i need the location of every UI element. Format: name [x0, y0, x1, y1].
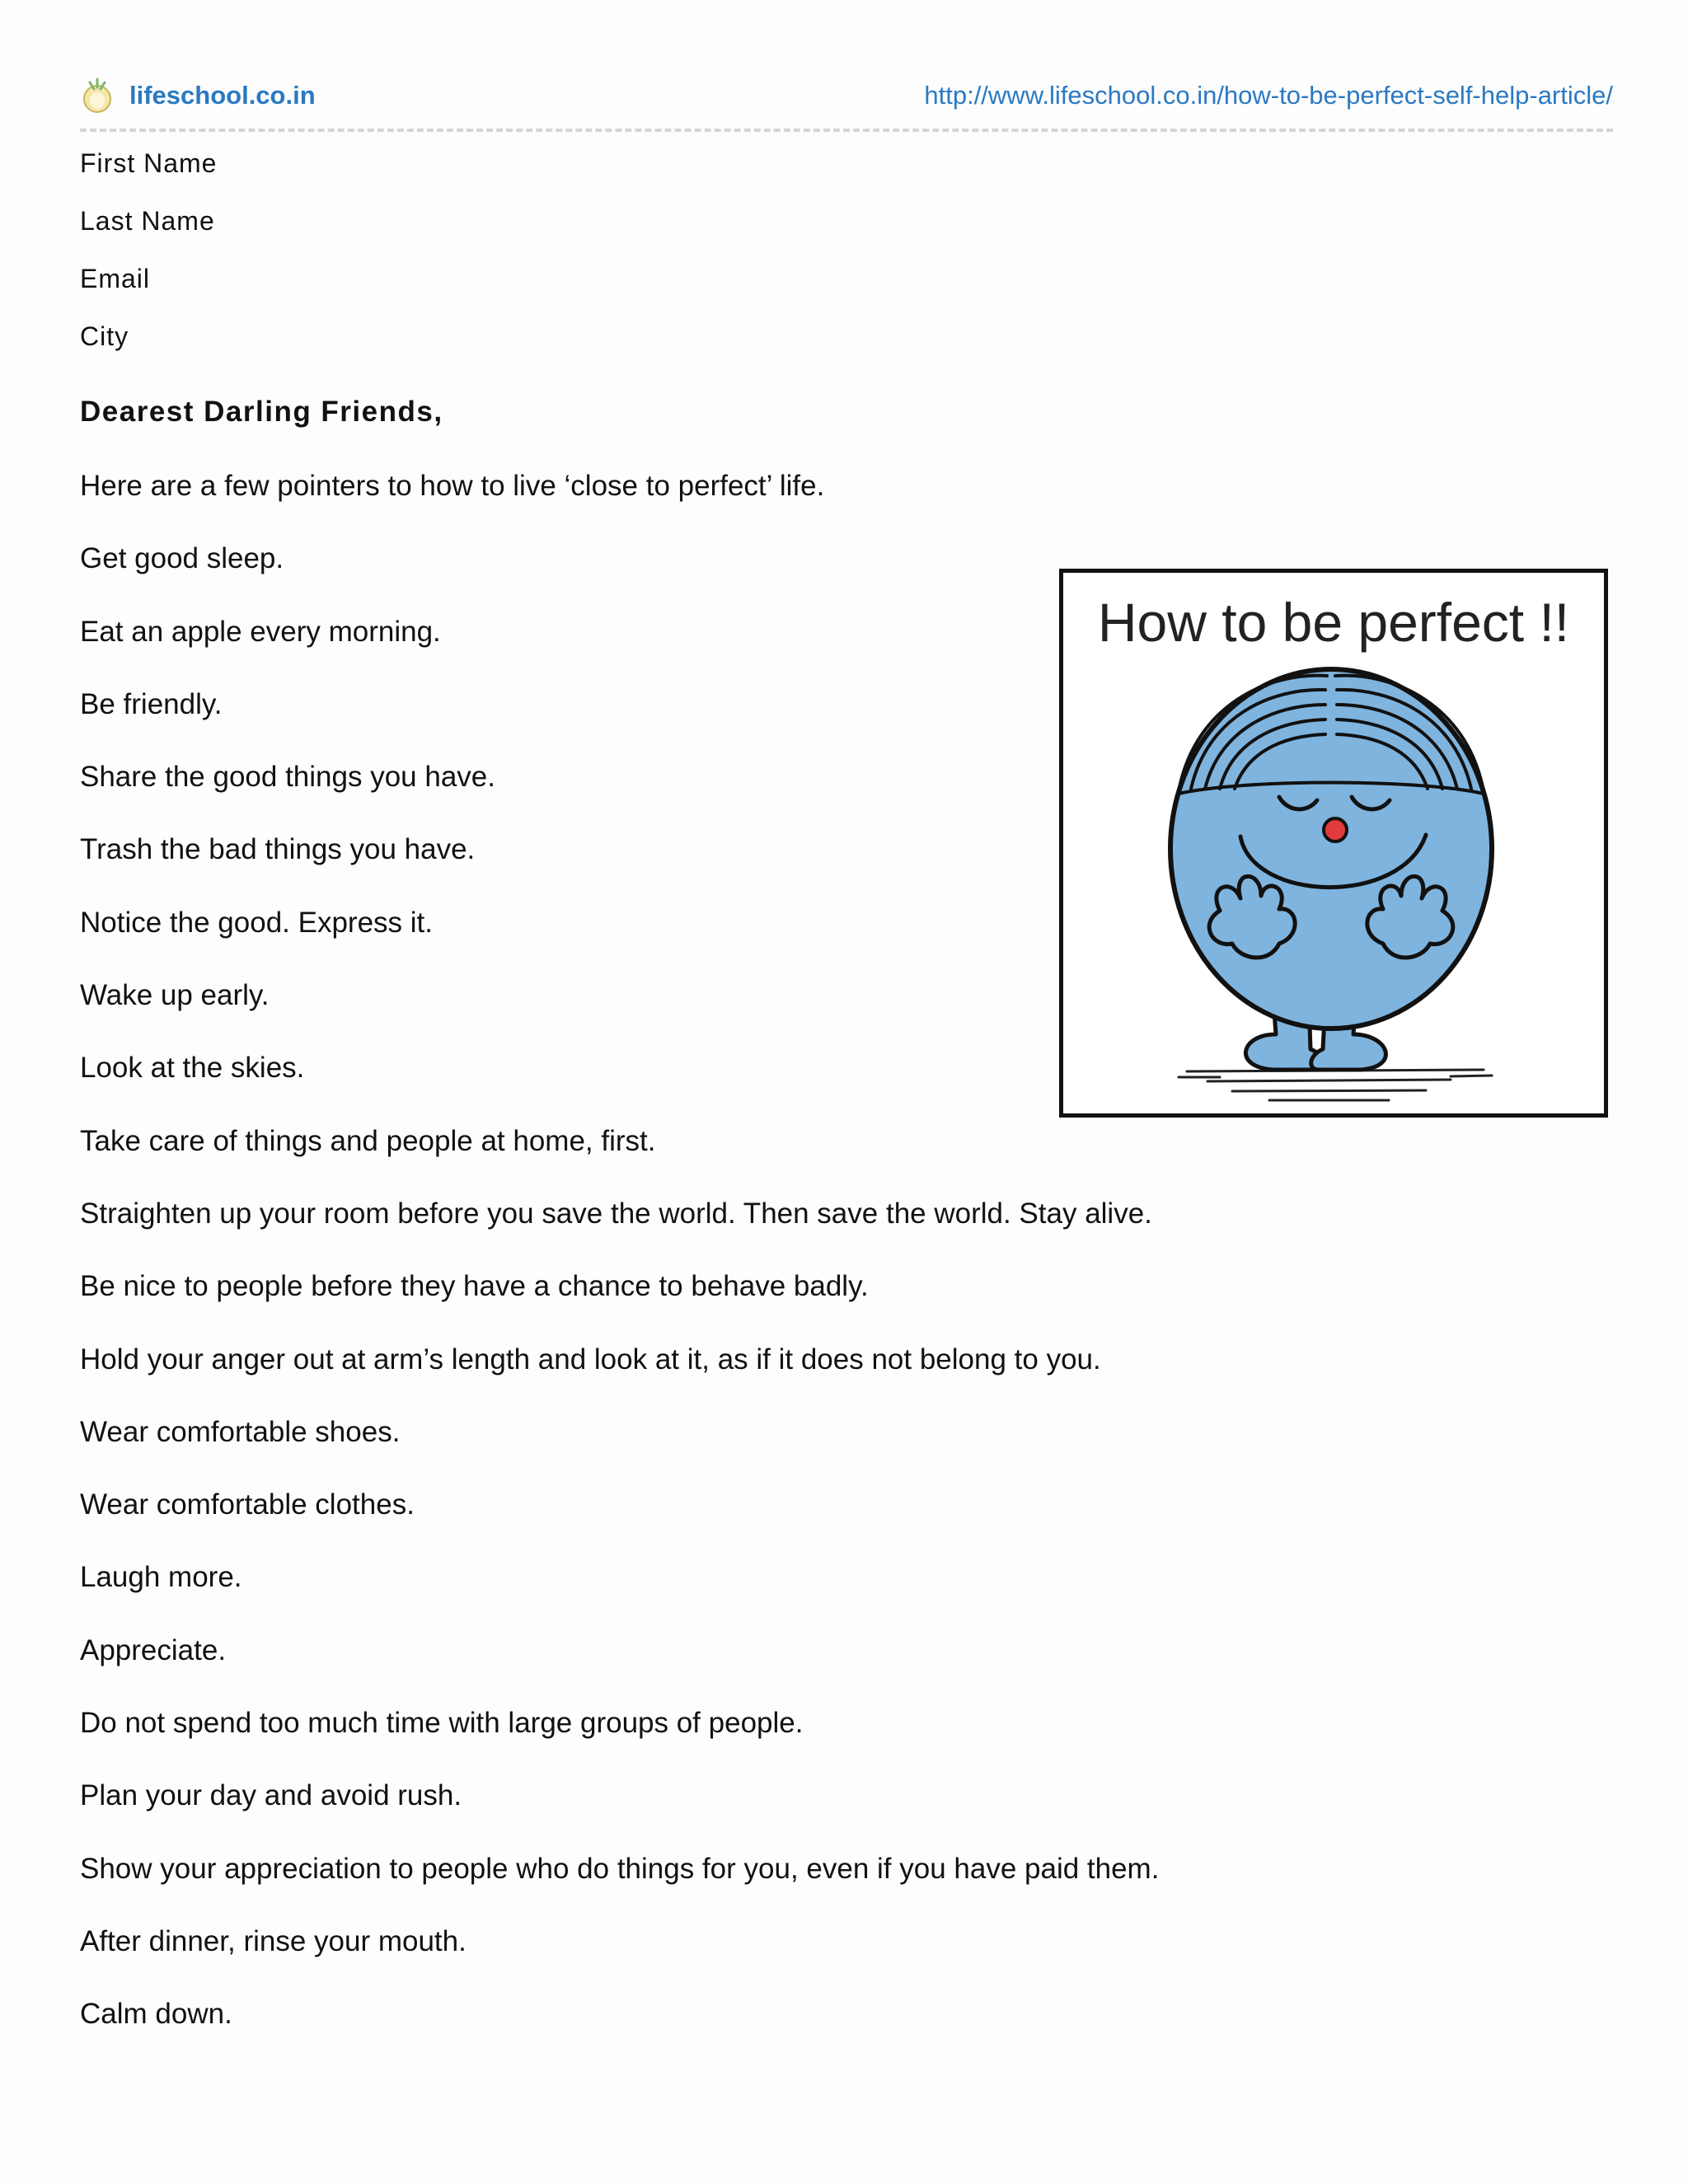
article-paragraph: Be friendly. — [80, 687, 223, 720]
article-greeting: Dearest Darling Friends, — [80, 396, 443, 428]
article-paragraph: Straighten up your room before you save the world. Then save the world. Stay alive. — [80, 1197, 1152, 1230]
article-paragraph: Notice the good. Express it. — [80, 906, 433, 939]
article-illustration — [1059, 569, 1608, 1118]
article-paragraph: Trash the bad things you have. — [80, 833, 476, 866]
page-header — [80, 74, 1613, 117]
illustration-title: How to be perfect !! — [1097, 592, 1570, 653]
article-paragraph: Look at the skies. — [80, 1052, 305, 1085]
site-name-link[interactable]: lifeschool.co.in — [129, 81, 316, 110]
article-paragraph: Appreciate. — [80, 1633, 227, 1666]
header-divider — [80, 129, 1613, 132]
article-paragraph: Here are a few pointers to how to live ‘close to perfect’ life. — [80, 470, 825, 502]
article-paragraph: Eat an apple every morning. — [80, 615, 441, 648]
article-paragraph: Share the good things you have. — [80, 761, 495, 794]
last-name-label: Last Name — [80, 206, 215, 236]
article-paragraph: Hold your anger out at arm’s length and look at it, as if it does not belong to you. — [80, 1343, 1101, 1376]
subscribe-form — [80, 147, 217, 377]
article-paragraph: Take care of things and people at home, first. — [80, 1124, 656, 1157]
article-paragraph: Do not spend too much time with large groups of people. — [80, 1707, 804, 1740]
article-paragraph: Wear comfortable clothes. — [80, 1488, 415, 1521]
first-name-label: First Name — [80, 148, 218, 178]
smiling-blue-character-icon — [1063, 573, 1604, 1113]
lifeschool-logo-icon — [80, 77, 115, 114]
article-paragraph: Show your appreciation to people who do things for you, even if you have paid them. — [80, 1852, 1160, 1885]
article-paragraph: Be nice to people before they have a chance to behave badly. — [80, 1270, 869, 1303]
article-paragraph: Calm down. — [80, 1998, 232, 2031]
article-paragraph: Laugh more. — [80, 1561, 242, 1594]
article-paragraph: Wear comfortable shoes. — [80, 1415, 401, 1448]
article-paragraph: Wake up early. — [80, 979, 270, 1012]
city-label: City — [80, 321, 129, 351]
article-paragraph: Plan your day and avoid rush. — [80, 1779, 462, 1812]
article-paragraph: After dinner, rinse your mouth. — [80, 1924, 467, 1957]
article-url-link[interactable]: http://www.lifeschool.co.in/how-to-be-perfect-self-help-article/ — [924, 81, 1613, 110]
email-label: Email — [80, 264, 151, 293]
article-paragraph: Get good sleep. — [80, 542, 284, 575]
